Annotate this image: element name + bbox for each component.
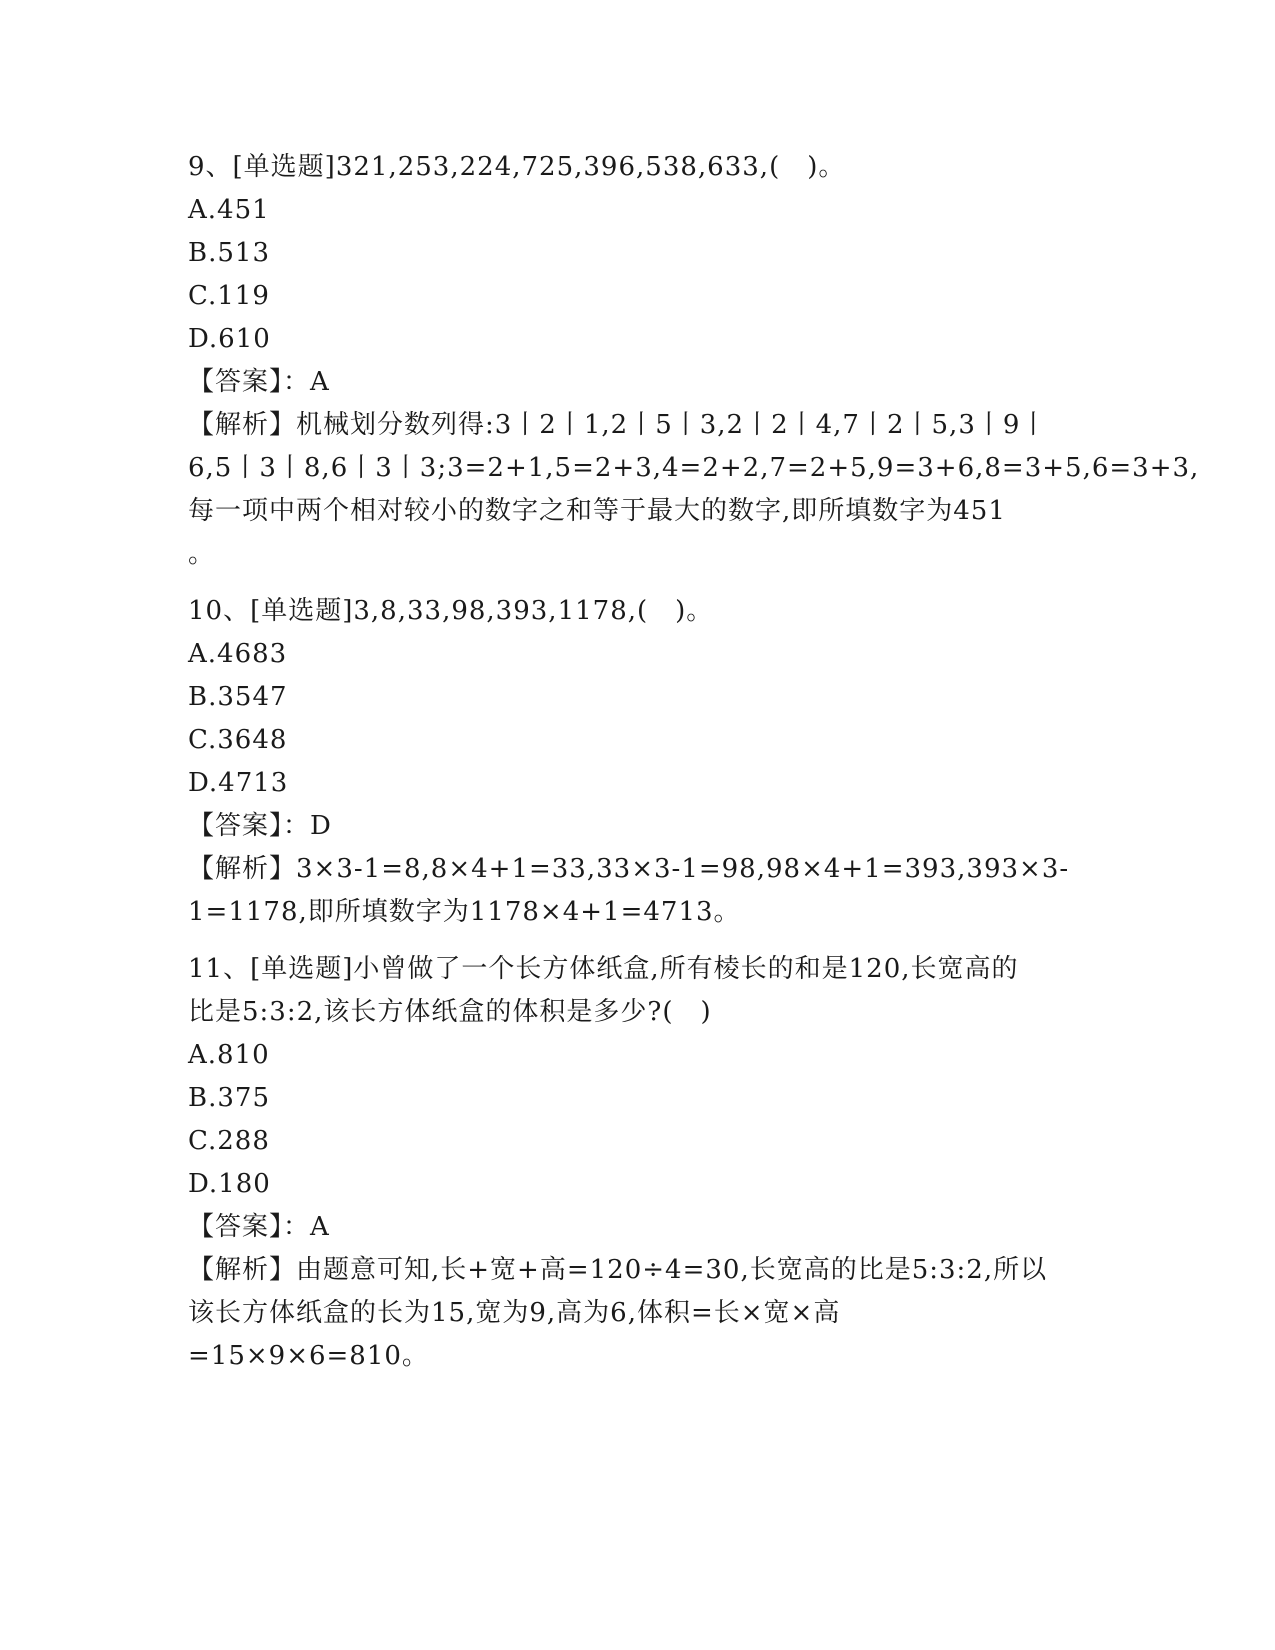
answer-line: 【答案】：A <box>188 367 330 397</box>
question-9 <box>188 146 1200 576</box>
analysis-line: 【解析】机械划分数列得:3丨2丨1,2丨5丨3,2丨2丨4,7丨2丨5,3丨9丨 <box>188 410 1048 440</box>
question-separator <box>188 576 1088 590</box>
option-a: A.4683 <box>188 639 288 669</box>
analysis-line: 6,5丨3丨8,6丨3丨3;3=2+1,5=2+3,4=2+2,7=2+5,9=3+6,8=3+5,6=3+3, <box>188 453 1200 483</box>
question-separator <box>188 934 1088 948</box>
answer-line: 【答案】：D <box>188 811 332 841</box>
analysis-line: =15×9×6=810。 <box>188 1341 429 1371</box>
analysis-line: 【解析】由题意可知,长+宽+高=120÷4=30,长宽高的比是5:3:2,所以 <box>188 1255 1048 1285</box>
option-c: C.119 <box>188 281 270 311</box>
option-a: A.810 <box>188 1040 270 1070</box>
analysis-line: 每一项中两个相对较小的数字之和等于最大的数字,即所填数字为451 <box>188 496 1006 526</box>
option-b: B.513 <box>188 238 270 268</box>
option-c: C.3648 <box>188 725 288 755</box>
question-10 <box>188 590 1088 934</box>
question-stem: 9、[单选题]321,253,224,725,396,538,633,( )。 <box>188 152 846 182</box>
question-stem: 比是5:3:2,该长方体纸盒的体积是多少?( ) <box>188 997 712 1027</box>
option-c: C.288 <box>188 1126 270 1156</box>
question-stem: 11、[单选题]小曾做了一个长方体纸盒,所有棱长的和是120,长宽高的 <box>188 954 1019 984</box>
option-d: D.4713 <box>188 768 289 798</box>
question-list <box>188 146 1200 1378</box>
analysis-line: 1=1178,即所填数字为1178×4+1=4713。 <box>188 897 741 927</box>
option-d: D.610 <box>188 324 271 354</box>
option-d: D.180 <box>188 1169 271 1199</box>
question-stem: 10、[单选题]3,8,33,98,393,1178,( )。 <box>188 596 714 626</box>
question-11 <box>188 948 1088 1378</box>
analysis-line: 【解析】3×3-1=8,8×4+1=33,33×3-1=98,98×4+1=393,393×3- <box>188 854 1070 884</box>
answer-line: 【答案】：A <box>188 1212 330 1242</box>
option-a: A.451 <box>188 195 270 225</box>
analysis-line: 。 <box>188 539 216 569</box>
option-b: B.3547 <box>188 682 288 712</box>
option-b: B.375 <box>188 1083 270 1113</box>
analysis-line: 该长方体纸盒的长为15,宽为9,高为6,体积=长×宽×高 <box>188 1298 841 1328</box>
